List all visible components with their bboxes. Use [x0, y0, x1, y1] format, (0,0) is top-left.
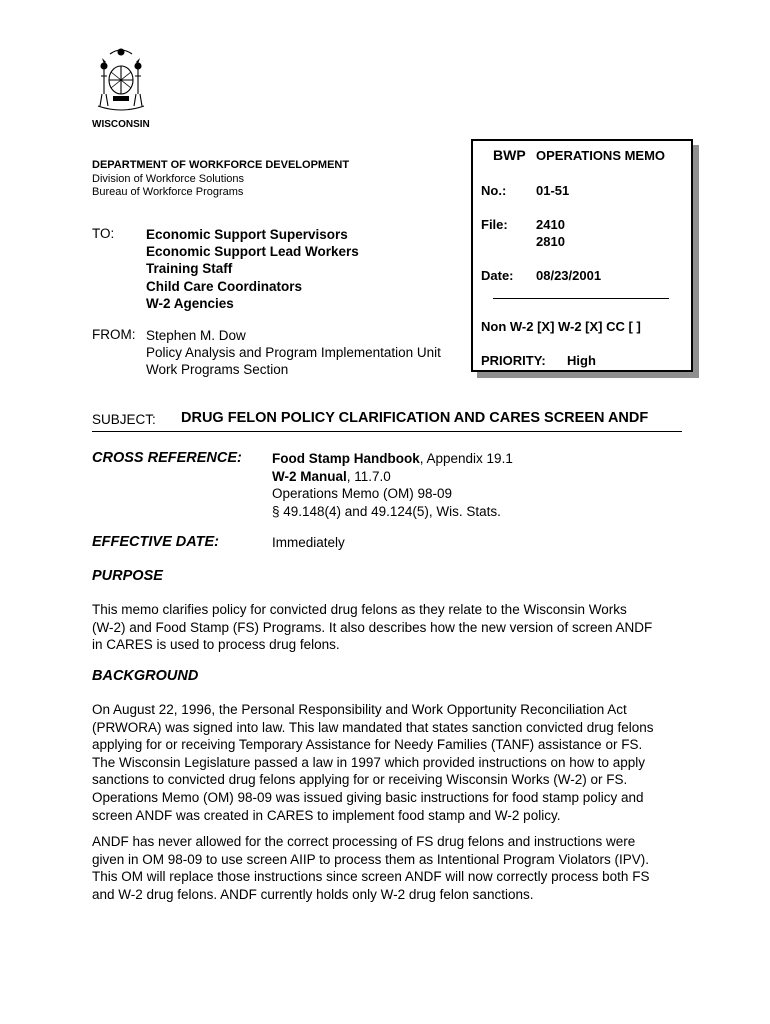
from-label: FROM: — [92, 327, 136, 342]
memo-box-inner — [473, 141, 691, 370]
purpose-paragraph — [92, 601, 692, 654]
recipient-item: Economic Support Supervisors — [146, 227, 348, 242]
effective-date-label: EFFECTIVE DATE: — [92, 534, 220, 550]
text-line: ANDF has never allowed for the correct processing of FS drug felons and instructions were — [92, 834, 636, 849]
file-label: File: — [481, 217, 508, 232]
bureau-name: Bureau of Workforce Programs — [92, 186, 244, 198]
text-line: This OM will replace those instructions since screen ANDF will now correctly process both FS — [92, 869, 650, 885]
text-line: This memo clarifies policy for convicted drug felons as they relate to the Wisconsin Works — [92, 602, 627, 617]
effective-date-value: Immediately — [272, 535, 345, 550]
memo-number-value: 01-51 — [536, 183, 570, 198]
date-label: Date: — [481, 268, 514, 283]
sender-section: Work Programs Section — [146, 362, 289, 377]
priority-label: PRIORITY: — [481, 353, 546, 368]
cross-reference-label: CROSS REFERENCE: — [92, 450, 242, 466]
recipient-item: Training Staff — [146, 261, 233, 277]
memo-title-prefix: BWP — [493, 147, 526, 163]
program-checkboxes: Non W-2 [X] W-2 [X] CC [ ] — [481, 319, 641, 334]
memo-box-rule — [493, 298, 669, 299]
text-line: and W-2 drug felons. ANDF currently holds only W-2 drug felon sanctions. — [92, 886, 534, 902]
date-value: 08/23/2001 — [536, 268, 602, 283]
reference-detail: , 11.7.0 — [346, 468, 391, 484]
cross-reference-item: Operations Memo (OM) 98-09 — [272, 486, 453, 501]
cross-reference-item — [272, 450, 513, 468]
from-block — [146, 327, 441, 378]
cross-reference-item — [272, 468, 513, 486]
cross-reference-item: § 49.148(4) and 49.124(5), Wis. Stats. — [272, 503, 501, 519]
division-name: Division of Workforce Solutions — [92, 172, 245, 185]
background-paragraph-2 — [92, 833, 692, 903]
subject-text: DRUG FELON POLICY CLARIFICATION AND CARES SCREEN ANDF — [181, 410, 649, 426]
sender-unit: Policy Analysis and Program Implementation Unit — [146, 345, 441, 360]
text-line: On August 22, 1996, the Personal Responsibility and Work Opportunity Reconciliation Act — [92, 702, 627, 717]
subject-divider — [92, 431, 682, 432]
memo-title: OPERATIONS MEMO — [536, 148, 666, 163]
text-line: in CARES is used to process drug felons. — [92, 637, 340, 653]
reference-title: Food Stamp Handbook — [272, 451, 420, 466]
priority-value: High — [567, 353, 596, 368]
wisconsin-state-seal — [92, 44, 150, 116]
recipient-item: Child Care Coordinators — [146, 278, 303, 294]
operations-memo-box — [471, 139, 693, 372]
cross-reference-list — [272, 450, 513, 520]
purpose-heading: PURPOSE — [92, 568, 163, 584]
department-block — [92, 159, 349, 200]
state-name: WISCONSIN — [92, 119, 150, 130]
text-line: screen ANDF was created in CARES to implement food stamp and W-2 policy. — [92, 807, 561, 823]
recipient-item: Economic Support Lead Workers — [146, 244, 359, 260]
file-value-1: 2410 — [536, 217, 565, 232]
background-heading: BACKGROUND — [92, 668, 199, 684]
recipient-item: W-2 Agencies — [146, 295, 234, 311]
text-line: (PRWORA) was signed into law. This law mandated that states sanction convicted drug felons — [92, 719, 654, 735]
text-line: Operations Memo (OM) 98-09 was issued giving basic instructions for food stamp policy and — [92, 789, 644, 805]
to-recipients — [146, 226, 359, 312]
memo-number-label: No.: — [481, 183, 507, 198]
background-paragraph-1 — [92, 701, 692, 824]
text-line: sanctions to convicted drug felons applying for or receiving Wisconsin Works (W-2) or FS. — [92, 772, 628, 788]
text-line: (W-2) and Food Stamp (FS) Programs. It also describes how the new version of screen ANDF — [92, 619, 653, 635]
text-line: given in OM 98-09 to use screen AIIP to process them as Intentional Program Violators (IPV). — [92, 851, 650, 867]
to-label: TO: — [92, 226, 115, 241]
subject-label: SUBJECT: — [92, 412, 156, 427]
department-name: DEPARTMENT OF WORKFORCE DEVELOPMENT — [92, 159, 350, 171]
text-line: applying for or receiving Temporary Assistance for Needy Families (TANF) assistance or FS. — [92, 737, 643, 753]
reference-detail: , Appendix 19.1 — [419, 451, 513, 466]
text-line: The Wisconsin Legislature passed a law in 1997 which provided instructions on how to apply — [92, 754, 646, 770]
reference-title: W-2 Manual — [272, 468, 347, 484]
file-value-2: 2810 — [536, 234, 565, 249]
sender-name: Stephen M. Dow — [146, 328, 246, 343]
